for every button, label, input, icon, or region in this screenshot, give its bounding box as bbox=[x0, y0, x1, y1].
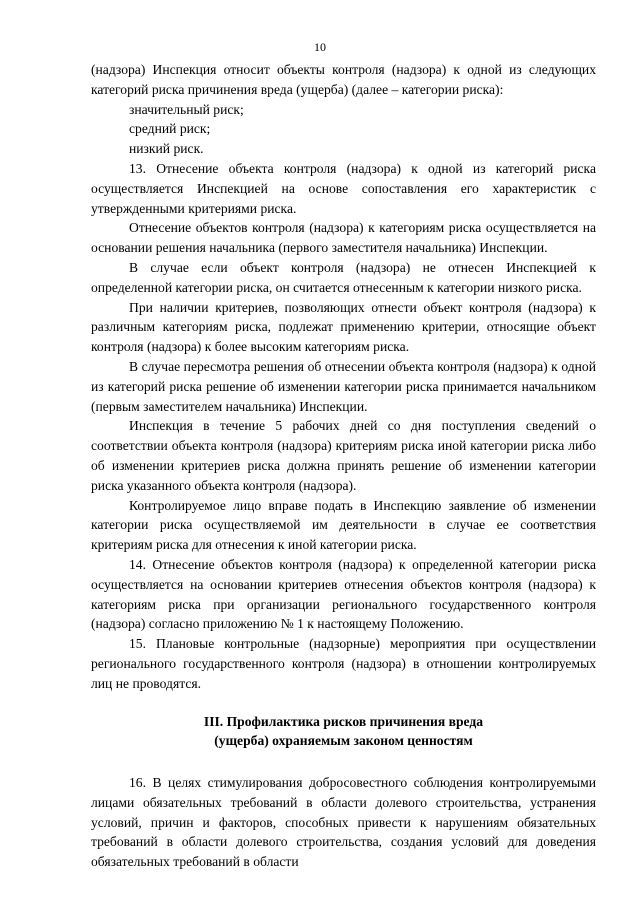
paragraph: Отнесение объектов контроля (надзора) к категориям риска осуществляется на основании решения начальника (первого заместителя начальника) Инспекции. bbox=[91, 220, 596, 256]
paragraph: Инспекция в течение 5 рабочих дней со дня поступления сведений о соответствии объекта контроля (надзора) критериям риска иной категории риска либо об изменении критериев риска должна принять решение об изменении категории риска указанного объекта контроля (надзора). bbox=[91, 418, 596, 493]
paragraph-15: 15. Плановые контрольные (надзорные) мероприятия при осуществлении регионального государственного контроля (надзора) в отношении контролируемых лиц не проводятся. bbox=[91, 636, 596, 691]
paragraph: Контролируемое лицо вправе подать в Инспекцию заявление об изменении категории риска осуществляемой им деятельности в случае ее соответствия критериям риска для отнесения к иной категории риска. bbox=[91, 497, 596, 553]
risk-category-item: средний риск; bbox=[129, 121, 211, 137]
paragraph: (надзора) Инспекция относит объекты контроля (надзора) к одной из следующих категорий риска причинения вреда (ущерба) (далее – категории риска): bbox=[91, 62, 596, 97]
document-body bbox=[91, 60, 596, 872]
paragraph: В случае если объект контроля (надзора) не отнесен Инспекцией к определенной категории риска, он считается отнесенным к категории низкого риска. bbox=[91, 259, 596, 295]
page-number: 10 bbox=[314, 40, 326, 54]
paragraph: При наличии критериев, позволяющих отнести объект контроля (надзора) к различным категориям риска, подлежат применению критерии, относящие объект контроля (надзора) к более высоким категориям риска. bbox=[91, 299, 596, 355]
risk-category-item: низкий риск. bbox=[129, 141, 204, 157]
paragraph-13: 13. Отнесение объекта контроля (надзора) к одной из категорий риска осуществляется Инспекцией на основе сопоставления его характеристик с утвержденными критериями риска. bbox=[91, 160, 596, 216]
risk-category-item: значительный риск; bbox=[129, 101, 244, 117]
section-heading-line: III. Профилактика рисков причинения вреда bbox=[203, 713, 484, 729]
section-heading bbox=[91, 712, 596, 752]
paragraph-14: 14. Отнесение объектов контроля (надзора) к определенной категории риска осуществляется на основании критериев отнесения объектов контроля (надзора) к категориям риска при организации регионального государственного контроля (надзора) согласно приложению № 1 к настоящему Положению. bbox=[91, 556, 596, 632]
paragraph: В случае пересмотра решения об отнесении объекта контроля (надзора) к одной из категорий риска решение об изменении категории риска принимается начальником (первым заместителем начальника) Инспекции. bbox=[91, 358, 596, 414]
section-heading-line: (ущерба) охраняемым законом ценностям bbox=[214, 733, 473, 749]
paragraph-16: 16. В целях стимулирования добросовестного соблюдения контролируемыми лицами обязательных требований в области долевого строительства, устранения условий, причин и факторов, способных привести к нарушениям обязательных требований в области долевого строительства, создания условий для доведения обязательных требований в области bbox=[91, 775, 596, 870]
